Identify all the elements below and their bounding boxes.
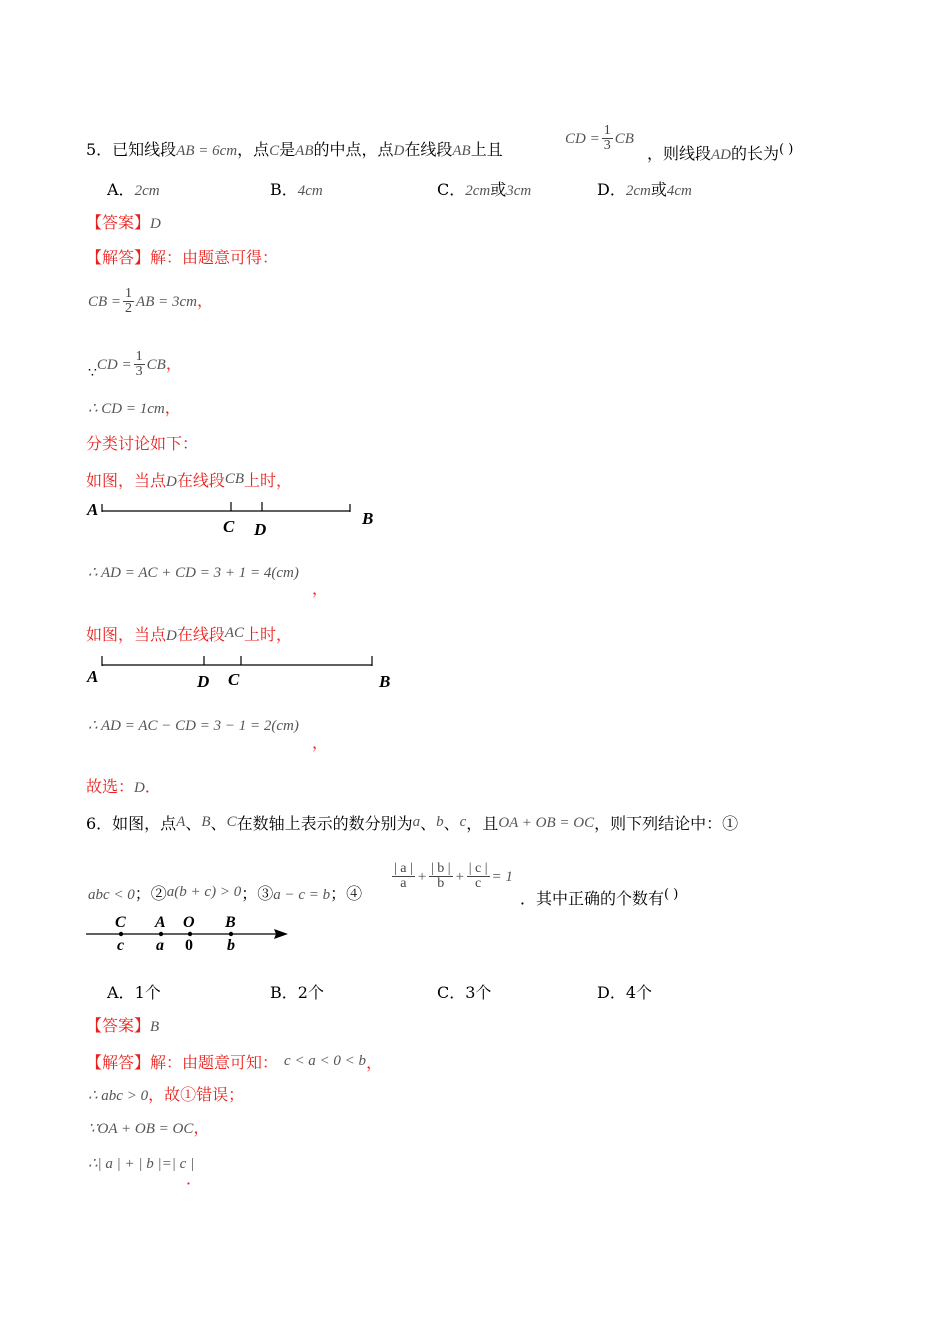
q5-cases-heading: 分类讨论如下： <box>86 434 199 453</box>
axis-point-c <box>119 932 123 936</box>
q5-option-c[interactable]: C．2cm或3cm <box>437 180 532 199</box>
fig2-label-d: D <box>197 672 210 691</box>
axis-arrow-icon <box>274 929 288 939</box>
fig2-label-c: C <box>228 670 240 689</box>
q5-step1: CB = $\frac{1}{2}$ AB = 3cm， <box>88 286 213 316</box>
q6-option-b[interactable]: B．2个 <box>270 983 324 1002</box>
axis-lower-c: c <box>117 937 125 954</box>
axis-point-b <box>229 932 233 936</box>
q6-statements: abc < 0；②a(b + c) > 0；③a − c = b；④ <box>88 884 363 903</box>
q5-cd-condition: CD = $\frac{1}{3}$ CB <box>565 123 634 153</box>
q5-option-a[interactable]: A．2cm <box>107 180 160 199</box>
q5-case1-text: 如图，当点D在线段CB上时， <box>86 471 293 490</box>
q5-answer: 【答案】D <box>86 213 161 232</box>
q5-option-d[interactable]: D．2cm或4cm <box>597 180 692 199</box>
fig1-label-c: C <box>223 517 235 536</box>
q5-step2: ∵CD = $\frac{1}{3}$ CB， <box>88 349 182 381</box>
q6-option-a[interactable]: A．1个 <box>107 983 161 1002</box>
fraction-one-third: $\frac{1}{3}$ <box>603 123 611 153</box>
math-ab-eq: AB = 6cm <box>176 143 238 159</box>
fig2-label-b: B <box>379 672 391 691</box>
q6-statement4: $\frac{| a |}{a}$ + $\frac{| b |}{b}$ + $\frac{| c |}{c}$ = 1 <box>394 861 513 891</box>
q5-stem-end: ，则线段AD的长为( ) <box>647 142 794 163</box>
q5-choose: 故选：D． <box>86 777 161 796</box>
q5-solution-intro: 【解答】解：由题意可得： <box>86 248 279 267</box>
axis-upper-b: B <box>225 914 236 931</box>
q6-reason2: ∵OA + OB = OC， <box>88 1118 210 1137</box>
fig1-label-b: B <box>362 509 374 528</box>
q6-reason3-end: ． <box>186 1169 203 1188</box>
q6-option-d[interactable]: D．4个 <box>597 983 653 1002</box>
axis-point-a <box>159 932 163 936</box>
fig2-label-a: A <box>87 667 99 686</box>
q6-reason3: ∴| a | + | b |=| c | <box>88 1156 195 1172</box>
q5-case2-eq: ∴ AD = AC − CD = 3 − 1 = 2(cm) <box>88 718 299 734</box>
q6-answer: 【答案】B <box>86 1016 160 1035</box>
axis-upper-o: O <box>183 914 195 931</box>
q5-option-b[interactable]: B．4cm <box>270 180 323 199</box>
q6-option-c[interactable]: C．3个 <box>437 983 492 1002</box>
fig1-label-d: D <box>254 520 267 539</box>
axis-lower-a: a <box>156 937 164 954</box>
q5-stem: 5．已知线段AB = 6cm，点C是AB的中点，点D在线段AB上且 <box>86 140 503 159</box>
q6-stem: 6．如图，点A、B、C在数轴上表示的数分别为a、b、c，且OA + OB = OC，则下列结论中：① <box>86 814 739 833</box>
axis-upper-c: C <box>115 914 126 931</box>
axis-lower-b: b <box>227 937 235 954</box>
fig1-label-a: A <box>87 500 99 519</box>
q5-case2-comma: ， <box>312 733 329 752</box>
q6-solution-intro: 【解答】解：由题意可知： c < a < 0 < b， <box>86 1053 383 1072</box>
q6-reason1: ∴ abc > 0，故①错误； <box>88 1085 245 1104</box>
axis-point-o <box>188 932 192 936</box>
axis-upper-a: A <box>155 914 166 931</box>
q6-stem-end: ．其中正确的个数有( ) <box>520 887 679 908</box>
q5-case1-eq: ∴ AD = AC + CD = 3 + 1 = 4(cm) <box>88 565 299 581</box>
axis-lower-0: 0 <box>185 937 193 954</box>
q5-case2-text: 如图，当点D在线段AC上时， <box>86 625 293 644</box>
q5-case1-comma: ， <box>312 579 329 598</box>
q5-step3: ∴ CD = 1cm， <box>88 398 181 417</box>
